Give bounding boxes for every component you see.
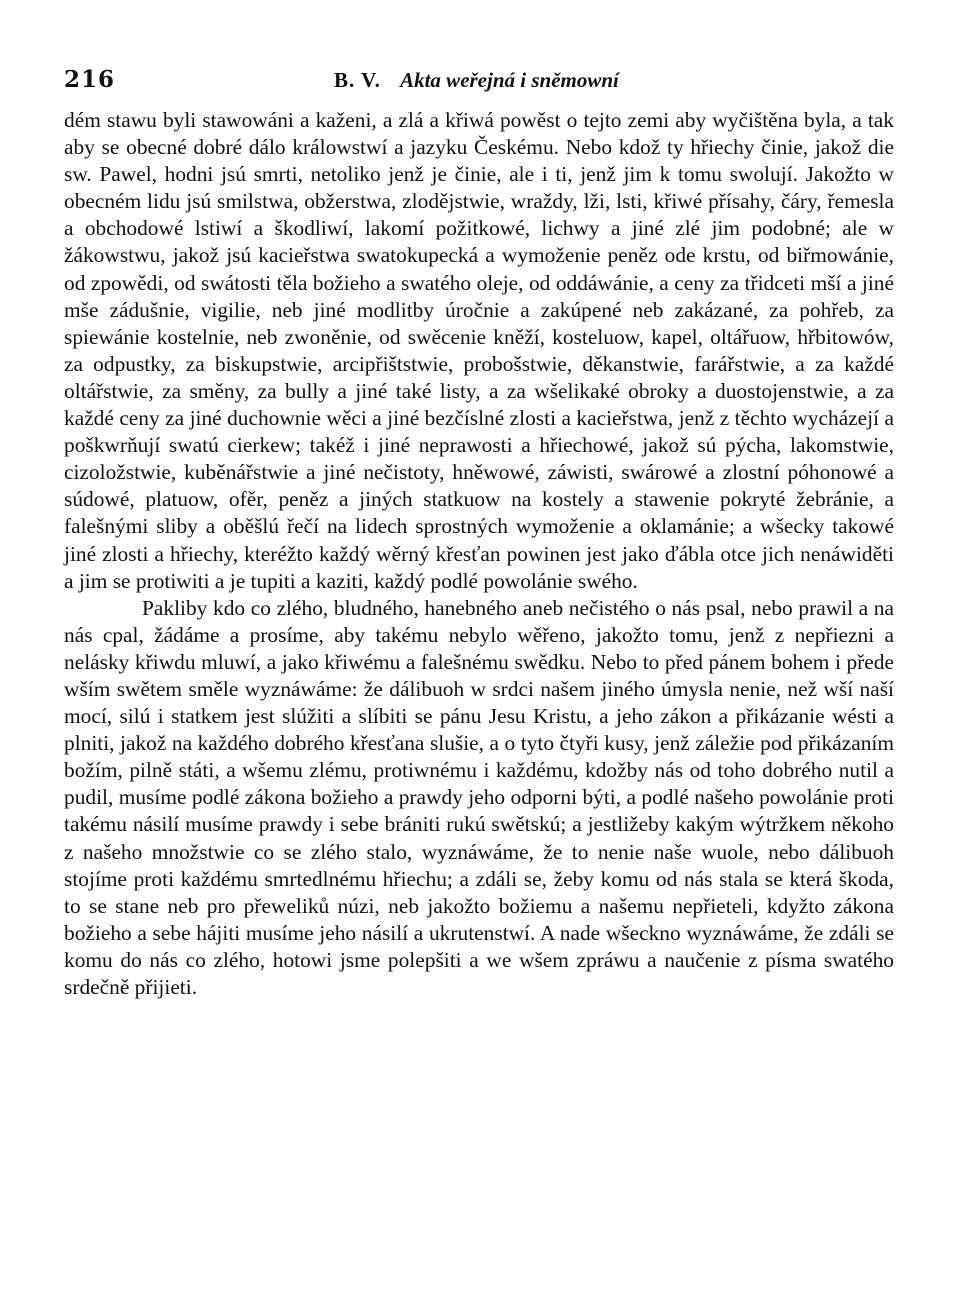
section-label: B. V. bbox=[334, 68, 381, 92]
running-title: Akta weřejná i sněmowní bbox=[400, 68, 619, 92]
page-header bbox=[64, 66, 894, 100]
running-head bbox=[334, 68, 619, 93]
page-number: 216 bbox=[64, 66, 116, 93]
body-text bbox=[64, 107, 894, 1001]
paragraph-2: Pakliby kdo co zlého, bludného, hanebného aneb nečistého o nás psal, nebo prawil a na nás cpal, žádáme a prosíme, aby takému nebylo wěřeno, jakožto tomu, jenž z nepřiezni a nelásky křiwdu mluwí, a jako křiwému a falešnému swědku. Nebo to před pánem bohem i přede wším swětem směle wyznáwáme: že dálibuoh w srdci našem jiného úmysla nenie, než wší naší mocí, silú i statkem jest slúžiti a slíbiti se pánu Jesu Kristu, a jeho zákon a přikázanie wésti a plniti, jakož na každého dobrého křesťana slušie, a o tyto čtyři kusy, jenž záležie pod přikázaním božím, pilně státi, a wšemu zlému, protiwnému i každému, kdožby nás od toho dobrého nutil a pudil, musíme podlé zákona božieho a prawdy jeho odporni býti, a podlé našeho powolánie proti takému násilí musíme prawdy i sebe brániti rukú swětskú; a jestližeby kakým wýtržkem někoho z našeho množstwie co se zlého stalo, wyznáwáme, že to nenie naše wuole, nebo dálibuoh stojíme proti každému smrtedlnému hřiechu; a zdáli se, žeby komu od nás stala se která škoda, to se stane neb pro přeweliků núzi, neb jakožto božiemu a našemu nepřieteli, kdyžto zákona božieho a sebe hájiti musíme jeho násilí a ukrutenstwí. A nade wšeckno wyznáwáme, že zdáli se komu do nás co zlého, hotowi jsme polepšiti a we wšem zpráwu a naučenie z písma swatého srdečně přijieti. bbox=[64, 595, 894, 999]
paragraph-1: dém stawu byli stawowáni a kaženi, a zlá a křiwá powěst o tejto zemi aby wyčištěna byla, a tak aby se obecné dobré dálo králowstwí a jazyku Českému. Nebo kdož ty hřiechy činie, jakož die sw. Pawel, hodni jsú smrti, netoliko jenž je činie, ale i ti, jenž jim k tomu swolují. Jakožto w obecném lidu jsú smilstwa, obžerstwa, zlodějstwie, wraždy, lži, lsti, křiwé přísahy, čáry, řemesla a obchodowé lstiwí a škodliwí, lakomí požitkowé, lichwy a jiné zlé jim podobné; ale w žákowstwu, jakož jsú kacieřstwa swatokupecká a wymoženie peněz ode krstu, od biřmowánie, od zpowědi, od swátosti těla božieho a swatého oleje, od oddáwánie, a ceny za třidceti mší a jiné mše zádušnie, vigilie, neb jiné modlitby úročnie a zakúpené neb zakázané, za pohřeb, za spiewánie kostelnie, neb zwoněnie, od swěcenie kněží, kosteluow, kapel, oltářuow, hřbitowów, za odpustky, za biskupstwie, arcipřištstwie, probošstwie, děkanstwie, farářstwie, a za každé oltářstwie, za směny, za bully a jiné také listy, a za wšelikaké obroky a duostojenstwie, a za každé ceny za jiné duchownie wěci a jiné bezčíslné zlosti a kacieřstwa, jenž z těchto wycházejí a poškwrňují swatú cierkew; takéž i jiné neprawosti a hřiechowé, jakož sú pýcha, lakomstwie, cizoložstwie, kuběnářstwie a jiné nečistoty, hněwowé, záwisti, swárowé a zlostní póhonowé a súdowé, platuow, ofěr, peněz a jiných statkuow na kostely a stawenie pokryté žebránie, a falešnými sliby a oběšlú řečí na lidech sprostných wymoženie a oklamánie; a wšecky takowé jiné zlosti a hřiechy, kteréžto každý wěrný křesťan powinen jest jako ďábla otce jich nenáwiděti a jim se protiwiti a je tupiti a kaziti, každý podlé powolánie swého. bbox=[64, 108, 894, 593]
